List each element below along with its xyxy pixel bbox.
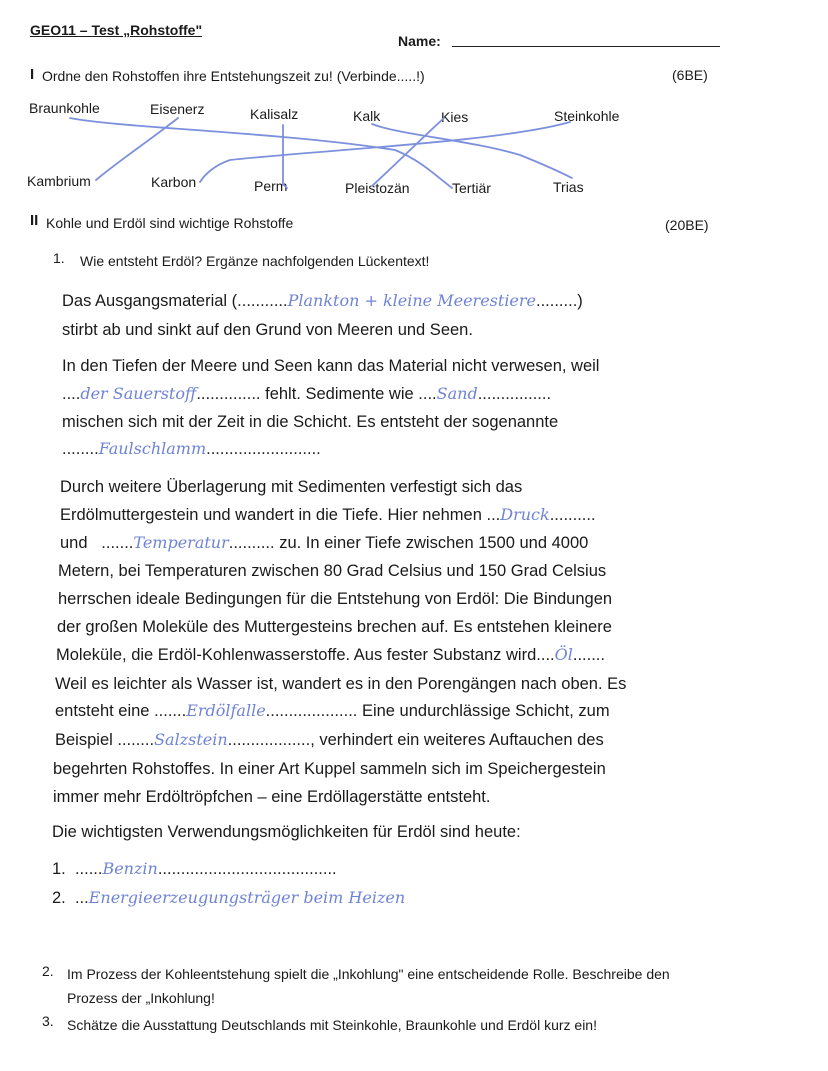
period-tertiaer[interactable]: Tertiär xyxy=(452,180,491,196)
use-line-1: 1. ......Benzin....................................... xyxy=(52,859,337,878)
text-p3-line10: Beispiel ........Salzstein.................., verhindert ein weiteres Auftauchen des xyxy=(55,730,604,749)
connection-lines xyxy=(0,0,828,230)
q2-line2: Prozess der „Inkohlung! xyxy=(67,990,215,1006)
period-trias[interactable]: Trias xyxy=(553,179,584,195)
q2-number: 2. xyxy=(42,963,54,979)
text-p4: Die wichtigsten Verwendungsmöglichkeiten für Erdöl sind heute: xyxy=(52,823,521,841)
text-p3-line9: entsteht eine .......Erdölfalle.................... Eine undurchlässige Schicht, zum xyxy=(55,701,610,720)
answer-use1[interactable]: Benzin xyxy=(102,859,158,878)
q3-text: Schätze die Ausstattung Deutschlands mit Steinkohle, Braunkohle und Erdöl kurz ein! xyxy=(67,1017,597,1033)
raw-material-steinkohle[interactable]: Steinkohle xyxy=(554,108,620,124)
q3-number: 3. xyxy=(42,1013,54,1029)
task2-heading: Kohle und Erdöl sind wichtige Rohstoffe xyxy=(46,215,294,231)
task2-numeral: II xyxy=(30,212,39,229)
text-p2-line2: ....der Sauerstoff.............. fehlt. Sedimente wie ....Sand................ xyxy=(62,384,552,403)
answer-use2[interactable]: Energieerzeugungsträger beim Heizen xyxy=(88,888,406,907)
q1-question: Wie entsteht Erdöl? Ergänze nachfolgenden Lückentext! xyxy=(80,253,430,269)
text-p1-line2: stirbt ab und sinkt auf den Grund von Meeren und Seen. xyxy=(62,321,473,339)
answer-sediment[interactable]: Sand xyxy=(436,384,478,403)
answer-material[interactable]: Plankton + kleine Meerestiere xyxy=(287,291,537,310)
q1-number: 1. xyxy=(53,250,65,266)
text-p3-line11: begehrten Rohstoffes. In einer Art Kuppel sammeln sich im Speichergestein xyxy=(53,760,606,778)
raw-material-braunkohle[interactable]: Braunkohle xyxy=(29,100,100,116)
line-kalisalz-perm xyxy=(283,125,287,188)
name-label: Name: xyxy=(398,33,441,49)
answer-oil[interactable]: Öl xyxy=(554,645,573,664)
text-p3-line4: Metern, bei Temperaturen zwischen 80 Grad Celsius und 150 Grad Celsius xyxy=(58,562,607,580)
task1-instruction: Ordne den Rohstoffen ihre Entstehungszeit zu! (Verbinde.....!) xyxy=(42,68,425,84)
task2-points: (20BE) xyxy=(665,217,709,233)
line-eisenerz-kambrium xyxy=(96,118,178,180)
raw-material-kalisalz[interactable]: Kalisalz xyxy=(250,106,299,122)
period-pleistozaen[interactable]: Pleistozän xyxy=(345,180,410,196)
answer-salt[interactable]: Salzstein xyxy=(154,730,228,749)
answer-sludge[interactable]: Faulschlamm xyxy=(98,439,207,458)
text-p3-line8: Weil es leichter als Wasser ist, wandert es in den Porengängen nach oben. Es xyxy=(55,675,627,693)
test-title: GEO11 – Test „Rohstoffe" xyxy=(30,22,203,38)
answer-temperature[interactable]: Temperatur xyxy=(133,533,229,552)
text-p1-line1: Das Ausgangsmaterial (...........Plankton + kleine Meerestiere.........) xyxy=(62,291,583,310)
task1-points: (6BE) xyxy=(672,67,708,83)
text-p3-line3: und .......Temperatur.......... zu. In einer Tiefe zwischen 1500 und 4000 xyxy=(60,533,589,552)
raw-material-kalk[interactable]: Kalk xyxy=(353,108,381,124)
answer-oxygen[interactable]: der Sauerstoff xyxy=(80,384,197,403)
raw-material-eisenerz[interactable]: Eisenerz xyxy=(150,101,205,117)
raw-material-kies[interactable]: Kies xyxy=(441,109,469,125)
text-p3-line1: Durch weitere Überlagerung mit Sedimenten verfestigt sich das xyxy=(60,478,523,496)
text-p3-line5: herrschen ideale Bedingungen für die Entstehung von Erdöl: Die Bindungen xyxy=(58,590,613,608)
text-p3-line2: Erdölmuttergestein und wandert in die Tiefe. Hier nehmen ...Druck.......... xyxy=(60,505,596,524)
text-p3-line7: Moleküle, die Erdöl-Kohlenwasserstoffe. Aus fester Substanz wird....Öl....... xyxy=(56,645,605,664)
period-karbon[interactable]: Karbon xyxy=(151,174,197,190)
text-p2-line3: mischen sich mit der Zeit in die Schicht. Es entsteht der sogenannte xyxy=(62,413,559,431)
task1-numeral: I xyxy=(30,66,35,83)
line-braunkohle-tertiaer xyxy=(70,118,452,188)
period-kambrium[interactable]: Kambrium xyxy=(27,173,91,189)
text-p3-line12: immer mehr Erdöltröpfchen – eine Erdöllagerstätte entsteht. xyxy=(53,788,491,806)
line-kalk-trias xyxy=(372,124,572,178)
answer-trap[interactable]: Erdölfalle xyxy=(186,701,266,720)
text-p2-line4: ........Faulschlamm......................... xyxy=(62,439,321,458)
text-p2-line1: In den Tiefen der Meere und Seen kann das Material nicht verwesen, weil xyxy=(62,357,600,375)
q2-line1: Im Prozess der Kohleentstehung spielt die „Inkohlung" eine entscheidende Rolle. Beschreibe den xyxy=(67,966,670,982)
answer-pressure[interactable]: Druck xyxy=(500,505,550,524)
use-line-2: 2. ...Energieerzeugungsträger beim Heizen xyxy=(52,888,406,907)
period-perm[interactable]: Perm xyxy=(254,178,288,194)
text-p3-line6: der großen Moleküle des Muttergesteins brechen auf. Es entstehen kleinere xyxy=(57,618,612,636)
